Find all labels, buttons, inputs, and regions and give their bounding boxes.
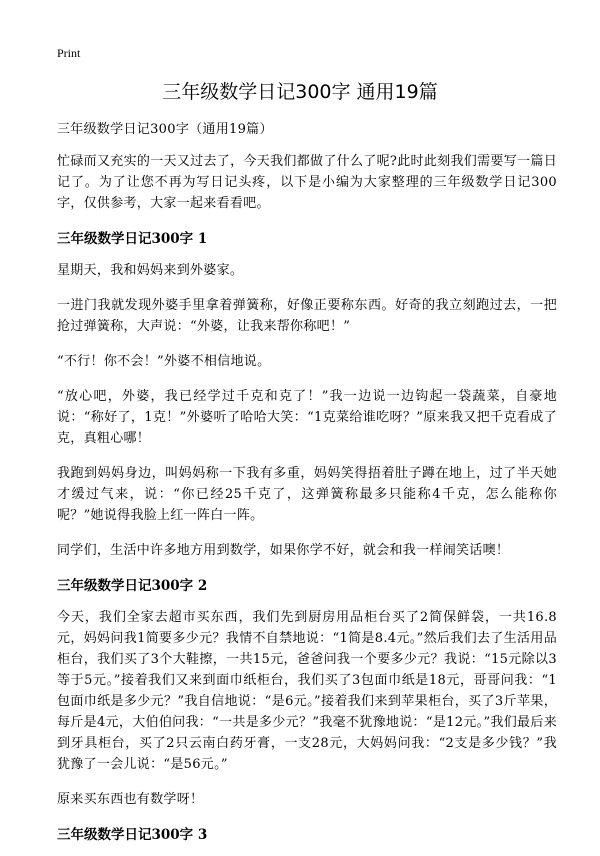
section-1-paragraph-3: “不行！你不会！”外婆不相信地说。 xyxy=(57,354,271,369)
section-2-paragraph-2: 原来买东西也有数学呀！ xyxy=(57,792,204,807)
section-1-paragraph-6: 同学们，生活中许多地方用到数学，如果你学不好，就会和我一样闹笑话噢！ xyxy=(57,543,510,558)
document-title: 三年级数学日记300字 通用19篇 xyxy=(162,81,438,103)
section-1-paragraph-1: 星期天，我和妈妈来到外婆家。 xyxy=(57,263,244,278)
section-1-paragraph-2: 一进门我就发现外婆手里拿着弹簧称，好像正要称东西。好奇的我立刻跑过去，一把抢过弹簧称，大声说：“外婆，让我来帮你称吧！” xyxy=(57,298,557,334)
section-heading-3: 三年级数学日记300字 3 xyxy=(57,827,208,843)
intro-paragraph: 忙碌而又充实的一天又过去了，今天我们都做了什么了呢?此时此刻我们需要写一篇日记了。为了让您不再为写日记头疼，以下是小编为大家整理的三年级数学日记300字，仅供参考，大家一起来看看吧。 xyxy=(57,154,557,211)
section-1-paragraph-5: 我跑到妈妈身边，叫妈妈称一下我有多重，妈妈笑得捂着肚子蹲在地上，过了半天她才缓过气来，说：“你已经25千克了，这弹簧称最多只能称4千克，怎么能称你呢？”她说得我脸上红一阵白一阵。 xyxy=(57,466,557,523)
section-heading-1: 三年级数学日记300字 1 xyxy=(57,231,208,247)
section-heading-2: 三年级数学日记300字 2 xyxy=(57,578,208,594)
print-link[interactable]: Print xyxy=(57,46,81,60)
section-1-paragraph-4: “放心吧，外婆，我已经学过千克和克了！”我一边说一边钩起一袋蔬菜，自豪地说：“称好了，1克！”外婆听了哈哈大笑：“1克菜给谁吃呀？”原来我又把千克看成了克，真粗心哪！ xyxy=(57,389,557,446)
document-body xyxy=(57,119,557,856)
section-2-paragraph-1: 今天，我们全家去超市买东西，我们先到厨房用品柜台买了2简保鲜袋，一共16.8元，妈妈问我1简要多少元？我情不自禁地说：“1简是8.4元。”然后我们去了生活用品柜台，我们买了3个大鞋擦，一共15元，爸爸问我一个要多少元？我说：“15元除以3等于5元。”接着我们又来到面巾纸柜台，我们买了3包面巾纸是18元，哥哥问我：“1包面巾纸是多少元？”我自信地说：“是6元。”接着我们来到苹果柜台，买了3斤苹果，每斤是4元，大伯伯问我：“一共是多少元？”我毫不犹豫地说：“是12元。”我们最后来到牙具柜台，买了2只云南白药牙膏，一支28元，大妈妈问我：“2支是多少钱？”我犹豫了一会儿说：“是56元。” xyxy=(57,610,557,772)
document-subtitle: 三年级数学日记300字（通用19篇） xyxy=(57,122,273,137)
